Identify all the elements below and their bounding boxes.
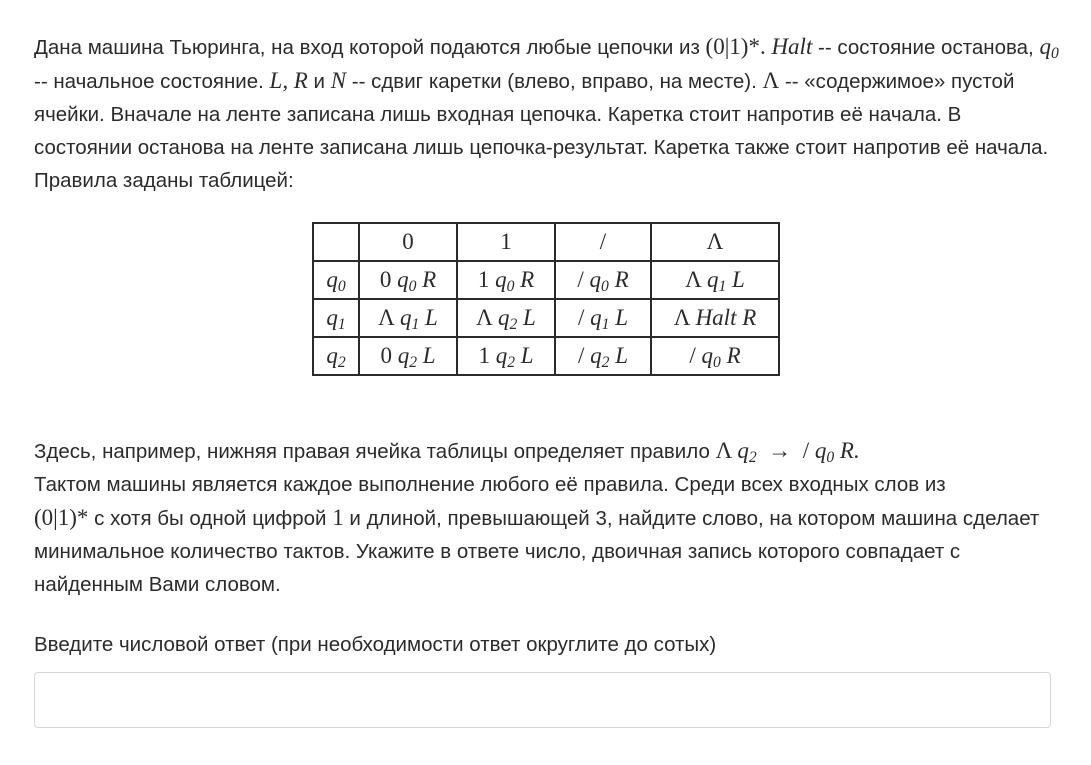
math-L: L, — [269, 68, 289, 93]
table-row — [313, 337, 779, 375]
math-halt: Halt — [771, 34, 813, 59]
text-fragment: и — [313, 70, 325, 93]
transition-cell: 1 $q_2$ L — [457, 337, 555, 375]
transition-table-wrapper — [312, 222, 780, 376]
math-R: R — [293, 68, 308, 93]
text-fragment: -- «содержимое» пустой ячейки. Вначале на ленте записана лишь входная цепочка. Каретка стоит напротив её начала. В состоянии останова на ленте записана лишь цепочка-результат. Каретка также стоит напротив её начала. Правила заданы таблицей: — [34, 70, 1049, 192]
text-fragment: Дана машина Тьюринга, на вход которой подаются любые цепочки из — [34, 36, 700, 59]
text-fragment: Тактом машины является каждое выполнение любого её правила. Среди всех входных слов из — [34, 473, 946, 496]
transition-cell: Λ $q_1$ L — [359, 299, 457, 337]
text-fragment: и длиной, превышающей 3, найдите слово, на котором машина сделает минимальное количество тактов. Укажите в ответе число, двоичная запись которого совпадает с найденным Вами словом. — [34, 507, 1040, 596]
answer-input[interactable] — [34, 672, 1051, 728]
transition-cell: Λ $q_1$ L — [651, 261, 779, 299]
transition-cell: / $q_1$ L — [555, 299, 651, 337]
text-fragment: с хотя бы одной цифрой — [94, 507, 327, 530]
state-cell: $q_1$ — [313, 299, 359, 337]
table-header-cell: 0 — [359, 223, 457, 261]
table-row — [313, 261, 779, 299]
transition-cell: Λ Halt R — [651, 299, 779, 337]
question-paragraph — [34, 434, 1064, 601]
text-fragment: -- сдвиг каретки (влево, вправо, на месте). — [351, 70, 757, 93]
transition-cell: / $q_2$ L — [555, 337, 651, 375]
table-header-cell: Λ — [651, 223, 779, 261]
transition-cell: Λ $q_2$ L — [457, 299, 555, 337]
math-rule: Λ $q_2$ → / $q_0$ R. — [715, 438, 860, 466]
table-header-cell — [313, 223, 359, 261]
math-q0: $q_0$ — [1039, 34, 1059, 62]
transition-cell: / $q_0$ R — [555, 261, 651, 299]
question-text — [34, 434, 1064, 601]
table-header-cell: / — [555, 223, 651, 261]
table-header-cell: 1 — [457, 223, 555, 261]
table-header-row — [313, 223, 779, 261]
problem-paragraph — [34, 30, 1064, 197]
table-row — [313, 299, 779, 337]
problem-statement — [34, 30, 1064, 197]
math-one: 1 — [332, 505, 344, 530]
state-cell: $q_2$ — [313, 337, 359, 375]
transition-cell: / $q_0$ R — [651, 337, 779, 375]
answer-label: Введите числовой ответ (при необходимости ответ округлите до сотых) — [34, 633, 717, 656]
math-lambda: Λ — [762, 68, 780, 93]
transition-cell: 0 $q_0$ R — [359, 261, 457, 299]
state-cell: $q_0$ — [313, 261, 359, 299]
math-N: N — [330, 68, 347, 93]
transition-cell: 1 $q_0$ R — [457, 261, 555, 299]
text-fragment: -- начальное состояние. — [34, 70, 264, 93]
text-fragment: Здесь, например, нижняя правая ячейка таблицы определяет правило — [34, 440, 710, 463]
transition-cell: 0 $q_2$ L — [359, 337, 457, 375]
math-alphabet: (0|1)* — [34, 505, 89, 530]
transition-table — [312, 222, 780, 376]
text-fragment: -- состояние останова, — [818, 36, 1034, 59]
math-alphabet: (0|1)*. — [705, 34, 766, 59]
